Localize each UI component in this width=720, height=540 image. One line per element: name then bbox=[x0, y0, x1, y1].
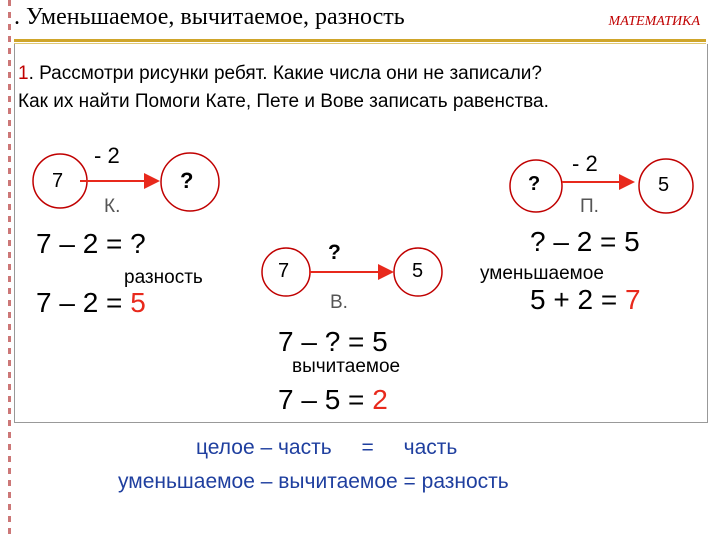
petya-left-value: ? bbox=[528, 173, 541, 195]
katya-arrow-label: - 2 bbox=[94, 143, 120, 168]
katya-answer-equation bbox=[36, 287, 146, 319]
vova-name: В. bbox=[330, 292, 348, 313]
katya-right-value: ? bbox=[180, 168, 194, 193]
petya-equation: ? – 2 = 5 bbox=[530, 226, 640, 257]
task-line2: Как их найти Помоги Кате, Пете и Вове записать равенства. bbox=[18, 91, 549, 112]
vova-equation: 7 – ? = 5 bbox=[278, 326, 388, 357]
katya-equation: 7 – 2 = ? bbox=[36, 228, 146, 259]
katya-answer-prefix: 7 – 2 = bbox=[36, 287, 131, 318]
rule-part: часть bbox=[403, 436, 458, 459]
vova-term: вычитаемое bbox=[292, 356, 401, 377]
petya-answer-prefix: 5 + 2 = bbox=[530, 284, 625, 315]
katya-answer-value: 5 bbox=[130, 287, 146, 318]
rule-line1 bbox=[196, 436, 457, 460]
rule-equals: = bbox=[361, 436, 374, 459]
petya-right-value: 5 bbox=[658, 174, 670, 196]
subject-label: МАТЕМАТИКА bbox=[608, 14, 700, 29]
rule-minus-part: – часть bbox=[260, 436, 332, 459]
vova-arrow-label: ? bbox=[328, 241, 341, 264]
katya-term: разность bbox=[124, 267, 203, 288]
vova-answer-value: 2 bbox=[372, 384, 388, 415]
vova-answer-prefix: 7 – 5 = bbox=[278, 384, 373, 415]
petya-answer-value: 7 bbox=[624, 284, 641, 315]
katya-left-value: 7 bbox=[52, 170, 64, 192]
petya-term: уменьшаемое bbox=[480, 263, 604, 284]
rule-line2: уменьшаемое – вычитаемое = разность bbox=[118, 470, 509, 493]
vova-right-value: 5 bbox=[412, 260, 424, 282]
katya-name: К. bbox=[104, 196, 121, 217]
petya-name: П. bbox=[580, 196, 599, 217]
task-line1: . Рассмотри рисунки ребят. Какие числа они не записали? bbox=[28, 63, 542, 84]
task-number: 1 bbox=[18, 63, 29, 84]
petya-arrow-label: - 2 bbox=[572, 151, 598, 176]
petya-answer-equation bbox=[530, 284, 641, 316]
vova-answer-equation bbox=[278, 384, 388, 416]
rule-whole: целое bbox=[196, 436, 255, 459]
vova-left-value: 7 bbox=[278, 260, 290, 282]
page-title: . Уменьшаемое, вычитаемое, разность bbox=[14, 4, 405, 30]
